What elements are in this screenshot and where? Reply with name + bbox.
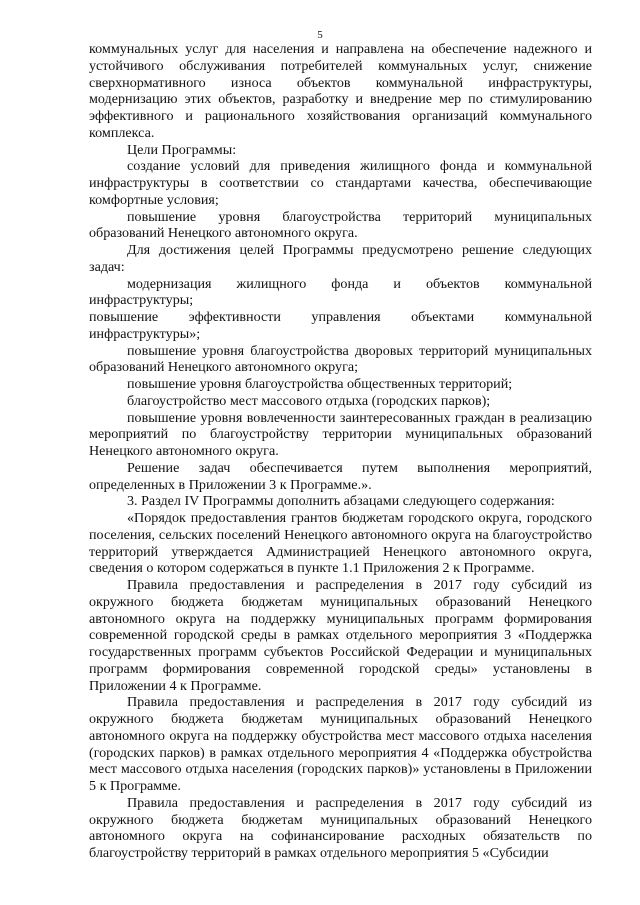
- paragraph: повышение уровня благоустройства дворовых территорий муниципальных образований Ненецкого автономного округа;: [89, 342, 592, 376]
- paragraph: 3. Раздел IV Программы дополнить абзацами следующего содержания:: [127, 493, 555, 510]
- paragraph: создание условий для приведения жилищного фонда и коммунальной инфраструктуры в соответствии со стандартами качества, обеспечивающие комфортные условия;: [89, 158, 592, 208]
- paragraph: повышение эффективности управления объектами коммунальной инфраструктуры»;: [89, 309, 592, 342]
- paragraph: Решение задач обеспечивается путем выполнения мероприятий, определенных в Приложении 3 к Программе.».: [89, 459, 592, 493]
- paragraph: модернизация жилищного фонда и объектов коммунальной инфраструктуры;: [89, 275, 592, 309]
- paragraph: коммунальных услуг для населения и направлена на обеспечение надежного и устойчивого обслуживания потребителей коммунальных услуг, снижение сверхнормативного износа объектов коммунальной инфраструктуры, модернизацию этих объектов, разработку и внедрение мер по стимулированию эффективного и рационального хозяйствования организаций коммунального комплекса.: [89, 41, 592, 141]
- paragraph: Правила предоставления и распределения в 2017 году субсидий из окружного бюджета бюджетам муниципальных образований Ненецкого автономного округа на поддержку муниципальных программ формирования современной городской среды в рамках отдельного мероприятия 3 «Поддержка государственных программ субъектов Российской Федерации и муниципальных программ формирования современной городской среды» установлены в Приложении 4 к Программе.: [89, 577, 592, 694]
- paragraph: «Порядок предоставления грантов бюджетам городского округа, городского поселения, сельских поселений Ненецкого автономного округа на благоустройство территорий утверждается Администрацией Ненецкого автономного округа, сведения о котором содержаться в пункте 1.1 Приложения 2 к Программе.: [89, 510, 592, 577]
- document-body: [89, 41, 592, 862]
- paragraph: повышение уровня вовлеченности заинтересованных граждан в реализацию мероприятий по благоустройству территории муниципальных образований Ненецкого автономного округа.: [89, 409, 592, 459]
- paragraph: Для достижения целей Программы предусмотрено решение следующих задач:: [89, 242, 592, 275]
- paragraph: повышение уровня благоустройства общественных территорий;: [127, 376, 513, 392]
- paragraph: повышение уровня благоустройства территорий муниципальных образований Ненецкого автономного округа.: [89, 208, 592, 242]
- paragraph: благоустройство мест массового отдыха (городских парков);: [127, 392, 491, 409]
- paragraph: Правила предоставления и распределения в 2017 году субсидий из окружного бюджета бюджетам муниципальных образований Ненецкого автономного округа на софинансирование расходных обязательств по благоустройству территорий в рамках отдельного мероприятия 5 «Субсидии: [89, 794, 592, 861]
- paragraph: Правила предоставления и распределения в 2017 году субсидий из окружного бюджета бюджетам муниципальных образований Ненецкого автономного округа на поддержку обустройства мест массового отдыха населения (городских парков) в рамках отдельного мероприятия 4 «Поддержка обустройства мест массового отдыха населения (городских парков)» установлены в Приложении 5 к Программе.: [89, 694, 592, 794]
- paragraph: Цели Программы:: [127, 141, 237, 158]
- page-number: 5: [317, 29, 323, 41]
